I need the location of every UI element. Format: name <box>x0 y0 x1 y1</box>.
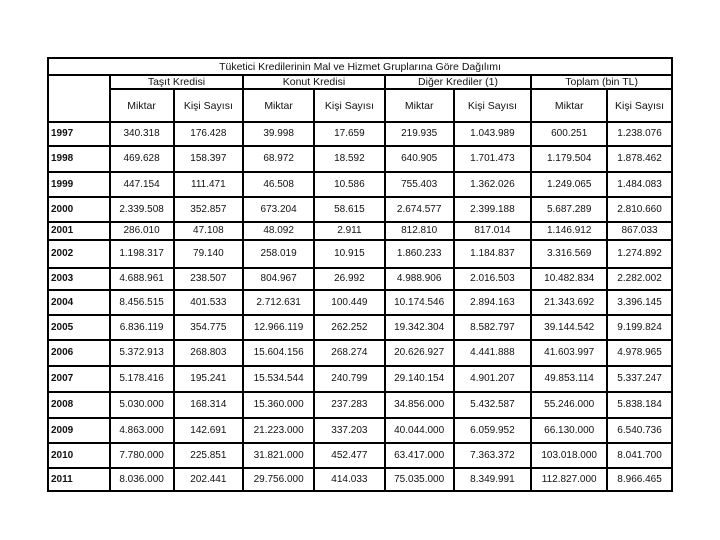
value-cell: 414.033 <box>314 468 385 491</box>
value-cell: 21.223.000 <box>243 418 314 443</box>
value-cell: 1.238.076 <box>607 122 672 146</box>
table-row <box>48 418 672 443</box>
value-cell: 63.417.000 <box>385 443 454 468</box>
table-row <box>48 443 672 468</box>
value-cell: 18.592 <box>314 146 385 172</box>
value-cell: 15.534.544 <box>243 366 314 392</box>
value-cell: 1.043.989 <box>454 122 532 146</box>
value-cell: 15.604.156 <box>243 340 314 366</box>
value-cell: 8.349.991 <box>454 468 532 491</box>
value-cell: 9.199.824 <box>607 315 672 340</box>
value-cell: 337.203 <box>314 418 385 443</box>
value-cell: 158.397 <box>174 146 244 172</box>
value-cell: 112.827.000 <box>531 468 607 491</box>
value-cell: 268.803 <box>174 340 244 366</box>
value-cell: 5.372.913 <box>110 340 174 366</box>
column-header: Kişi Sayısı <box>174 89 244 122</box>
value-cell: 237.283 <box>314 392 385 418</box>
value-cell: 15.360.000 <box>243 392 314 418</box>
value-cell: 1.179.504 <box>531 146 607 172</box>
value-cell: 5.030.000 <box>110 392 174 418</box>
table-row <box>48 240 672 268</box>
group-header: Taşıt Kredisi <box>110 75 244 89</box>
value-cell: 2.810.660 <box>607 197 672 222</box>
year-cell: 1999 <box>48 172 110 197</box>
value-cell: 8.966.465 <box>607 468 672 491</box>
value-cell: 12.966.119 <box>243 315 314 340</box>
value-cell: 103.018.000 <box>531 443 607 468</box>
column-header: Miktar <box>110 89 174 122</box>
value-cell: 2.911 <box>314 222 385 240</box>
value-cell: 5.337.247 <box>607 366 672 392</box>
consumer-credit-table <box>47 57 673 492</box>
table-row <box>48 290 672 315</box>
value-cell: 452.477 <box>314 443 385 468</box>
value-cell: 4.988.906 <box>385 268 454 290</box>
value-cell: 8.036.000 <box>110 468 174 491</box>
group-header: Diğer Krediler (1) <box>385 75 532 89</box>
value-cell: 7.780.000 <box>110 443 174 468</box>
value-cell: 176.428 <box>174 122 244 146</box>
group-header: Toplam (bin TL) <box>531 75 672 89</box>
value-cell: 47.108 <box>174 222 244 240</box>
column-header: Kişi Sayısı <box>314 89 385 122</box>
table-row <box>48 315 672 340</box>
year-cell: 2003 <box>48 268 110 290</box>
value-cell: 2.339.508 <box>110 197 174 222</box>
table-row <box>48 340 672 366</box>
value-cell: 10.586 <box>314 172 385 197</box>
value-cell: 10.482.834 <box>531 268 607 290</box>
value-cell: 202.441 <box>174 468 244 491</box>
value-cell: 340.318 <box>110 122 174 146</box>
value-cell: 2.399.188 <box>454 197 532 222</box>
value-cell: 268.274 <box>314 340 385 366</box>
value-cell: 1.362.026 <box>454 172 532 197</box>
value-cell: 238.507 <box>174 268 244 290</box>
table-row <box>48 366 672 392</box>
value-cell: 817.014 <box>454 222 532 240</box>
table-row <box>48 146 672 172</box>
value-cell: 46.508 <box>243 172 314 197</box>
value-cell: 1.184.837 <box>454 240 532 268</box>
year-header <box>48 75 110 122</box>
column-header: Kişi Sayısı <box>454 89 532 122</box>
value-cell: 41.603.997 <box>531 340 607 366</box>
value-cell: 8.456.515 <box>110 290 174 315</box>
table-row <box>48 268 672 290</box>
year-cell: 2007 <box>48 366 110 392</box>
value-cell: 6.059.952 <box>454 418 532 443</box>
value-cell: 40.044.000 <box>385 418 454 443</box>
value-cell: 2.674.577 <box>385 197 454 222</box>
value-cell: 39.998 <box>243 122 314 146</box>
value-cell: 58.615 <box>314 197 385 222</box>
value-cell: 600.251 <box>531 122 607 146</box>
value-cell: 4.688.961 <box>110 268 174 290</box>
year-cell: 2010 <box>48 443 110 468</box>
value-cell: 5.687.289 <box>531 197 607 222</box>
value-cell: 219.935 <box>385 122 454 146</box>
value-cell: 354.775 <box>174 315 244 340</box>
table-row <box>48 468 672 491</box>
value-cell: 447.154 <box>110 172 174 197</box>
value-cell: 2.712.631 <box>243 290 314 315</box>
value-cell: 49.853.114 <box>531 366 607 392</box>
year-cell: 2011 <box>48 468 110 491</box>
value-cell: 26.992 <box>314 268 385 290</box>
table-row <box>48 122 672 146</box>
value-cell: 6.836.119 <box>110 315 174 340</box>
value-cell: 4.901.207 <box>454 366 532 392</box>
value-cell: 6.540.736 <box>607 418 672 443</box>
value-cell: 5.432.587 <box>454 392 532 418</box>
year-cell: 1998 <box>48 146 110 172</box>
value-cell: 168.314 <box>174 392 244 418</box>
year-cell: 1997 <box>48 122 110 146</box>
value-cell: 68.972 <box>243 146 314 172</box>
group-header: Konut Kredisi <box>243 75 385 89</box>
table-row <box>48 172 672 197</box>
value-cell: 195.241 <box>174 366 244 392</box>
value-cell: 48.092 <box>243 222 314 240</box>
value-cell: 8.582.797 <box>454 315 532 340</box>
value-cell: 19.342.304 <box>385 315 454 340</box>
value-cell: 4.863.000 <box>110 418 174 443</box>
value-cell: 111.471 <box>174 172 244 197</box>
year-cell: 2004 <box>48 290 110 315</box>
value-cell: 1.198.317 <box>110 240 174 268</box>
year-cell: 2006 <box>48 340 110 366</box>
value-cell: 804.967 <box>243 268 314 290</box>
value-cell: 100.449 <box>314 290 385 315</box>
column-header: Miktar <box>385 89 454 122</box>
value-cell: 1.701.473 <box>454 146 532 172</box>
table-row <box>48 222 672 240</box>
value-cell: 1.274.892 <box>607 240 672 268</box>
value-cell: 812.810 <box>385 222 454 240</box>
value-cell: 29.140.154 <box>385 366 454 392</box>
value-cell: 21.343.692 <box>531 290 607 315</box>
value-cell: 20.626.927 <box>385 340 454 366</box>
value-cell: 3.396.145 <box>607 290 672 315</box>
value-cell: 5.838.184 <box>607 392 672 418</box>
value-cell: 10.915 <box>314 240 385 268</box>
value-cell: 79.140 <box>174 240 244 268</box>
table-title: Tüketici Kredilerinin Mal ve Hizmet Gruplarına Göre Dağılımı <box>48 58 672 75</box>
value-cell: 10.174.546 <box>385 290 454 315</box>
value-cell: 75.035.000 <box>385 468 454 491</box>
value-cell: 867.033 <box>607 222 672 240</box>
value-cell: 286.010 <box>110 222 174 240</box>
value-cell: 4.441.888 <box>454 340 532 366</box>
value-cell: 1.146.912 <box>531 222 607 240</box>
value-cell: 17.659 <box>314 122 385 146</box>
column-header: Miktar <box>531 89 607 122</box>
year-cell: 2001 <box>48 222 110 240</box>
value-cell: 5.178.416 <box>110 366 174 392</box>
value-cell: 401.533 <box>174 290 244 315</box>
value-cell: 1.484.083 <box>607 172 672 197</box>
value-cell: 31.821.000 <box>243 443 314 468</box>
value-cell: 39.144.542 <box>531 315 607 340</box>
table-row <box>48 392 672 418</box>
value-cell: 7.363.372 <box>454 443 532 468</box>
value-cell: 262.252 <box>314 315 385 340</box>
value-cell: 142.691 <box>174 418 244 443</box>
year-cell: 2005 <box>48 315 110 340</box>
value-cell: 240.799 <box>314 366 385 392</box>
value-cell: 66.130.000 <box>531 418 607 443</box>
value-cell: 8.041.700 <box>607 443 672 468</box>
year-cell: 2008 <box>48 392 110 418</box>
value-cell: 673.204 <box>243 197 314 222</box>
value-cell: 640.905 <box>385 146 454 172</box>
value-cell: 469.628 <box>110 146 174 172</box>
value-cell: 4.978.965 <box>607 340 672 366</box>
value-cell: 225.851 <box>174 443 244 468</box>
year-cell: 2000 <box>48 197 110 222</box>
column-header: Kişi Sayısı <box>607 89 672 122</box>
value-cell: 2.282.002 <box>607 268 672 290</box>
value-cell: 34.856.000 <box>385 392 454 418</box>
value-cell: 2.894.163 <box>454 290 532 315</box>
value-cell: 55.246.000 <box>531 392 607 418</box>
value-cell: 1.878.462 <box>607 146 672 172</box>
value-cell: 29.756.000 <box>243 468 314 491</box>
value-cell: 755.403 <box>385 172 454 197</box>
value-cell: 258.019 <box>243 240 314 268</box>
value-cell: 2.016.503 <box>454 268 532 290</box>
year-cell: 2009 <box>48 418 110 443</box>
table-row <box>48 197 672 222</box>
value-cell: 1.249.065 <box>531 172 607 197</box>
year-cell: 2002 <box>48 240 110 268</box>
value-cell: 1.860.233 <box>385 240 454 268</box>
column-header: Miktar <box>243 89 314 122</box>
value-cell: 3.316.569 <box>531 240 607 268</box>
value-cell: 352.857 <box>174 197 244 222</box>
